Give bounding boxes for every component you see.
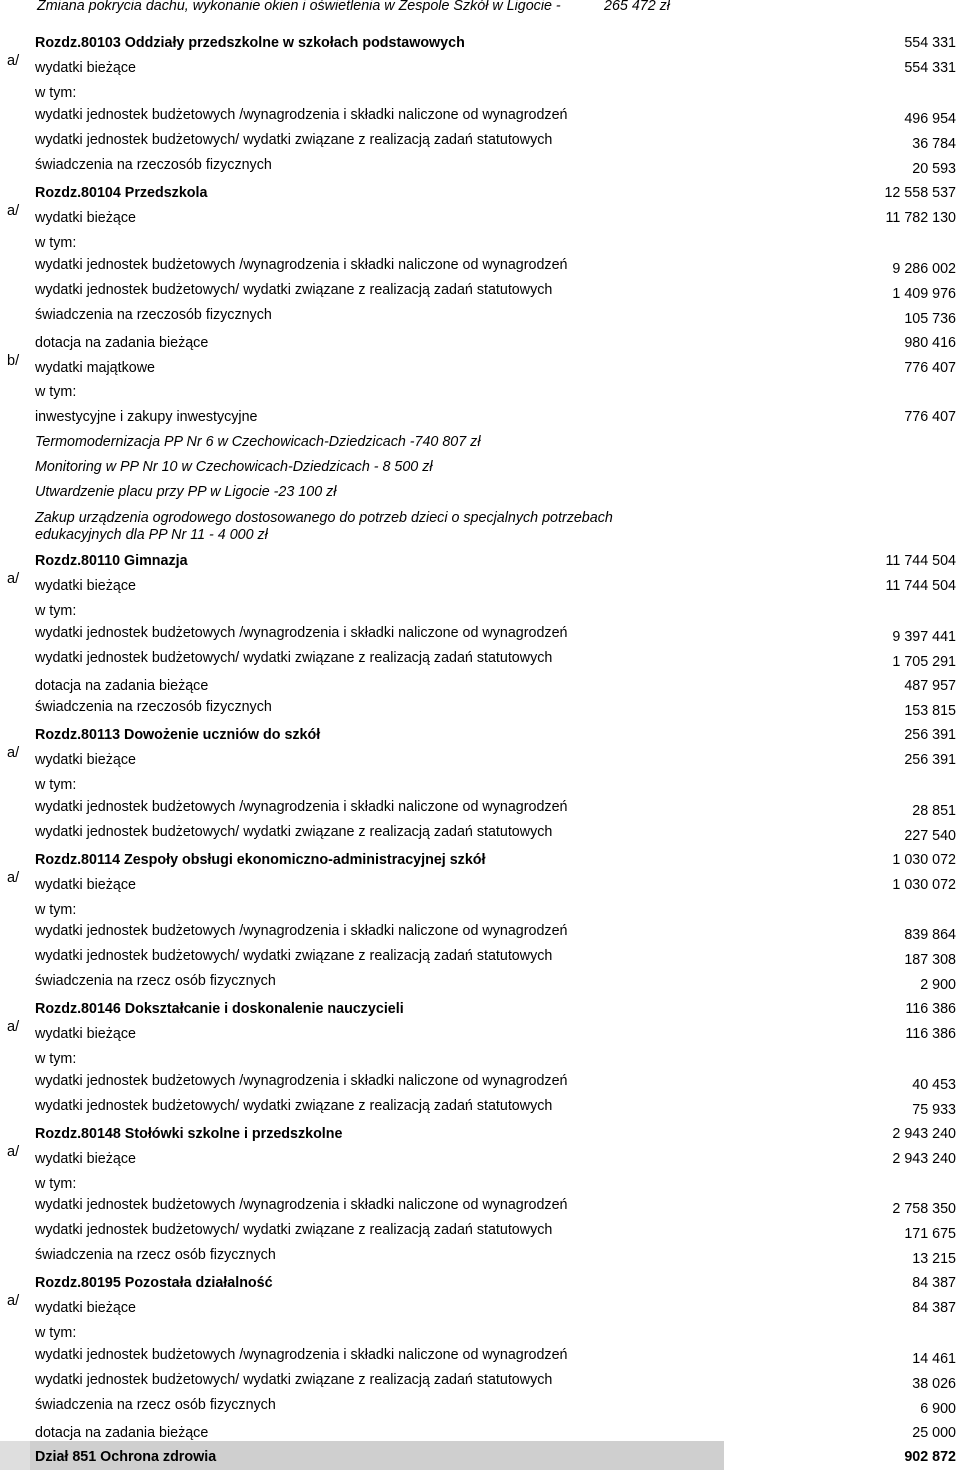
row-label: wydatki jednostek budżetowych /wynagrodzenia i składki naliczone od wynagrodzeń <box>35 1073 568 1089</box>
row-amount: 28 851 <box>912 803 956 819</box>
section-amount: 84 387 <box>912 1275 956 1291</box>
row-label: dotacja na zadania bieżące <box>35 678 209 694</box>
section-title: Rozdz.80104 Przedszkola <box>35 185 208 201</box>
row-label: wydatki jednostek budżetowych/ wydatki związane z realizacją zadań statutowych <box>35 1098 553 1114</box>
row-amount: 9 286 002 <box>892 261 956 277</box>
row-label: świadczenia na rzecz osób fizycznych <box>35 1397 276 1413</box>
row-label: w tym: <box>35 902 77 918</box>
row-amount: 75 933 <box>912 1102 956 1118</box>
row-label: świadczenia na rzeczosób fizycznych <box>35 699 272 715</box>
row-amount: 6 900 <box>920 1401 956 1417</box>
row-label: wydatki jednostek budżetowych /wynagrodzenia i składki naliczone od wynagrodzeń <box>35 799 568 815</box>
row-label: dotacja na zadania bieżące <box>35 335 209 351</box>
row-label: wydatki jednostek budżetowych /wynagrodzenia i składki naliczone od wynagrodzeń <box>35 1197 568 1213</box>
row-amount: 20 593 <box>912 161 956 177</box>
row-amount: 980 416 <box>904 335 956 351</box>
section-amount: 11 744 504 <box>885 553 956 569</box>
row-amount: 2 758 350 <box>892 1201 956 1217</box>
row-label: świadczenia na rzeczosób fizycznych <box>35 157 272 173</box>
section-title: Rozdz.80146 Dokształcanie i doskonalenie nauczycieli <box>35 1001 404 1017</box>
row-amount: 1 705 291 <box>892 654 956 670</box>
section-amount: 554 331 <box>904 35 956 51</box>
department-amount: 902 872 <box>904 1449 956 1465</box>
row-label: wydatki jednostek budżetowych/ wydatki związane z realizacją zadań statutowych <box>35 824 553 840</box>
row-amount: 11 782 130 <box>885 210 956 226</box>
row-amount: 11 744 504 <box>885 578 956 594</box>
row-label: wydatki jednostek budżetowych /wynagrodzenia i składki naliczone od wynagrodzeń <box>35 107 568 123</box>
row-amount: 25 000 <box>912 1425 956 1441</box>
row-marker: a/ <box>7 870 20 886</box>
row-label: wydatki bieżące <box>35 752 136 768</box>
row-label: wydatki jednostek budżetowych/ wydatki związane z realizacją zadań statutowych <box>35 132 553 148</box>
section-amount: 2 943 240 <box>892 1126 956 1142</box>
investment-label: Utwardzenie placu przy PP w Ligocie -23 100 zł <box>35 484 337 500</box>
row-amount: 839 864 <box>904 927 956 943</box>
row-label: wydatki bieżące <box>35 578 136 594</box>
row-marker: a/ <box>7 53 20 69</box>
section-amount: 1 030 072 <box>892 852 956 868</box>
row-label: w tym: <box>35 384 77 400</box>
row-amount: 776 407 <box>904 360 956 376</box>
row-label: inwestycyjne i zakupy inwestycyjne <box>35 409 258 425</box>
row-label: w tym: <box>35 1176 77 1192</box>
section-title: Rozdz.80110 Gimnazja <box>35 553 188 569</box>
row-marker: b/ <box>7 353 20 369</box>
section-amount: 116 386 <box>905 1001 956 1017</box>
department-title: Dział 851 Ochrona zdrowia <box>35 1449 217 1465</box>
row-amount: 36 784 <box>912 136 956 152</box>
row-amount: 13 215 <box>912 1251 956 1267</box>
row-label: wydatki jednostek budżetowych/ wydatki związane z realizacją zadań statutowych <box>35 1222 553 1238</box>
row-label: wydatki jednostek budżetowych/ wydatki związane z realizacją zadań statutowych <box>35 282 553 298</box>
section-title: Rozdz.80103 Oddziały przedszkolne w szkołach podstawowych <box>35 35 465 51</box>
row-label: wydatki bieżące <box>35 60 136 76</box>
investment-label: Monitoring w PP Nr 10 w Czechowicach-Dziedzicach - 8 500 zł <box>35 459 433 475</box>
section-amount: 12 558 537 <box>884 185 956 201</box>
row-label: wydatki jednostek budżetowych /wynagrodzenia i składki naliczone od wynagrodzeń <box>35 923 568 939</box>
top-caption-label: Zmiana pokrycia dachu, wykonanie okien i oświetlenia w Zespole Szkół w Ligocie - <box>37 0 561 14</box>
row-amount: 256 391 <box>904 752 956 768</box>
row-label: w tym: <box>35 235 77 251</box>
row-label: wydatki bieżące <box>35 210 136 226</box>
row-label: wydatki jednostek budżetowych/ wydatki związane z realizacją zadań statutowych <box>35 650 553 666</box>
row-amount: 105 736 <box>904 311 956 327</box>
row-label: wydatki bieżące <box>35 1300 136 1316</box>
row-amount: 116 386 <box>905 1026 956 1042</box>
row-amount: 2 943 240 <box>892 1151 956 1167</box>
row-label: wydatki jednostek budżetowych /wynagrodzenia i składki naliczone od wynagrodzeń <box>35 625 568 641</box>
row-label: świadczenia na rzeczosób fizycznych <box>35 307 272 323</box>
row-amount: 153 815 <box>904 703 956 719</box>
row-amount: 38 026 <box>912 1376 956 1392</box>
investment-label: Zakup urządzenia ogrodowego dostosowanego do potrzeb dzieci o specjalnych potrzebach edukacyjnych dla PP Nr 11 - 4 000 zł <box>35 510 613 543</box>
row-amount: 496 954 <box>904 111 956 127</box>
row-label: świadczenia na rzecz osób fizycznych <box>35 973 276 989</box>
row-marker: a/ <box>7 1019 20 1035</box>
row-label: w tym: <box>35 1051 77 1067</box>
row-amount: 1 409 976 <box>892 286 956 302</box>
row-marker: a/ <box>7 745 20 761</box>
row-label: wydatki majątkowe <box>35 360 155 376</box>
row-label: wydatki bieżące <box>35 877 136 893</box>
row-amount: 2 900 <box>920 977 956 993</box>
row-amount: 84 387 <box>912 1300 956 1316</box>
row-label: wydatki jednostek budżetowych /wynagrodzenia i składki naliczone od wynagrodzeń <box>35 257 568 273</box>
row-marker: a/ <box>7 1144 20 1160</box>
row-amount: 776 407 <box>904 409 956 425</box>
section-title: Rozdz.80114 Zespoły obsługi ekonomiczno-administracyjnej szkół <box>35 852 486 868</box>
row-label: wydatki bieżące <box>35 1026 136 1042</box>
footer-band-left <box>0 1441 30 1470</box>
row-label: wydatki jednostek budżetowych /wynagrodzenia i składki naliczone od wynagrodzeń <box>35 1347 568 1363</box>
row-amount: 14 461 <box>912 1351 956 1367</box>
row-label: wydatki bieżące <box>35 1151 136 1167</box>
row-amount: 187 308 <box>904 952 956 968</box>
section-title: Rozdz.80195 Pozostała działalność <box>35 1275 273 1291</box>
row-marker: a/ <box>7 203 20 219</box>
investment-label: Termomodernizacja PP Nr 6 w Czechowicach-Dziedzicach -740 807 zł <box>35 434 481 450</box>
row-amount: 554 331 <box>904 60 956 76</box>
row-marker: a/ <box>7 571 20 587</box>
row-amount: 227 540 <box>904 828 956 844</box>
row-label: w tym: <box>35 603 77 619</box>
row-label: w tym: <box>35 777 77 793</box>
row-label: w tym: <box>35 1325 77 1341</box>
row-marker: a/ <box>7 1293 20 1309</box>
section-amount: 256 391 <box>904 727 956 743</box>
row-label: wydatki jednostek budżetowych/ wydatki związane z realizacją zadań statutowych <box>35 948 553 964</box>
row-amount: 171 675 <box>904 1226 956 1242</box>
row-amount: 9 397 441 <box>892 629 956 645</box>
row-amount: 1 030 072 <box>892 877 956 893</box>
top-caption-amount: 265 472 zł <box>604 0 670 14</box>
section-title: Rozdz.80148 Stołówki szkolne i przedszkolne <box>35 1126 343 1142</box>
row-label: wydatki jednostek budżetowych/ wydatki związane z realizacją zadań statutowych <box>35 1372 553 1388</box>
row-amount: 40 453 <box>912 1077 956 1093</box>
section-title: Rozdz.80113 Dowożenie uczniów do szkół <box>35 727 321 743</box>
row-label: dotacja na zadania bieżące <box>35 1425 209 1441</box>
row-label: świadczenia na rzecz osób fizycznych <box>35 1247 276 1263</box>
row-label: w tym: <box>35 85 77 101</box>
row-amount: 487 957 <box>904 678 956 694</box>
